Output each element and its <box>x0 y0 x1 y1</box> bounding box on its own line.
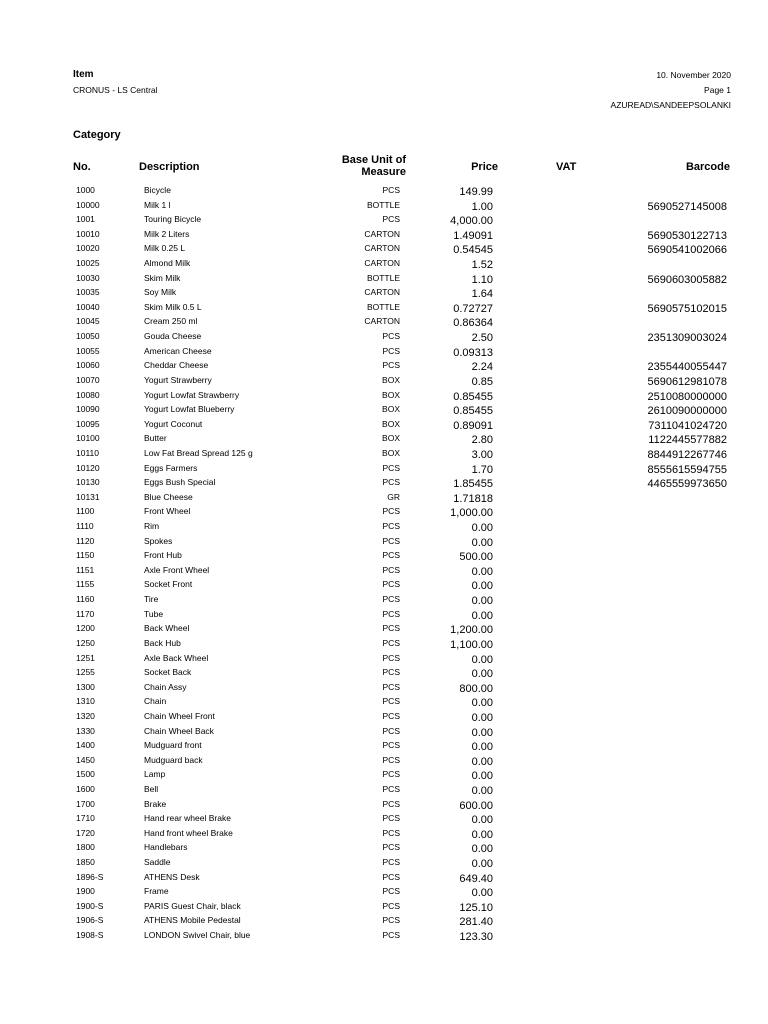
item-barcode: 2610090000000 <box>647 405 727 418</box>
item-description: Touring Bicycle <box>144 214 202 225</box>
item-unit-of-measure: PCS <box>382 900 400 911</box>
item-price: 1.85455 <box>453 478 493 491</box>
item-barcode: 2510080000000 <box>647 390 727 403</box>
column-header-barcode: Barcode <box>685 161 730 173</box>
report-title: Item <box>73 69 94 80</box>
item-price: 0.00 <box>471 565 493 578</box>
item-price: 0.00 <box>471 536 493 549</box>
item-unit-of-measure: BOX <box>382 433 400 444</box>
table-row <box>0 709 768 724</box>
category-label: Category <box>73 129 121 141</box>
table-row <box>0 475 768 490</box>
item-no: 10110 <box>76 447 100 458</box>
table-row <box>0 504 768 519</box>
item-price: 0.89091 <box>453 419 493 432</box>
item-no: 10055 <box>76 345 100 356</box>
table-row <box>0 840 768 855</box>
item-price: 0.00 <box>471 609 493 622</box>
item-price: 3.00 <box>471 448 493 461</box>
item-description: Lamp <box>144 769 166 780</box>
item-barcode: 8844912267746 <box>647 448 727 461</box>
item-unit-of-measure: PCS <box>382 214 400 225</box>
item-no: 1200 <box>76 623 95 634</box>
table-row <box>0 256 768 271</box>
item-unit-of-measure: PCS <box>382 345 400 356</box>
item-barcode: 5690530122713 <box>647 229 727 242</box>
item-price: 2.50 <box>471 332 493 345</box>
table-row <box>0 417 768 432</box>
item-description: Saddle <box>144 857 171 868</box>
item-table <box>0 183 768 943</box>
item-no: 1500 <box>76 769 95 780</box>
item-price: 0.85 <box>471 375 493 388</box>
table-row <box>0 563 768 578</box>
item-no: 1150 <box>76 550 95 561</box>
table-row <box>0 300 768 315</box>
item-barcode: 7311041024720 <box>648 419 727 432</box>
item-description: Mudguard front <box>144 740 202 751</box>
item-price: 1.00 <box>471 200 493 213</box>
item-barcode: 5690527145008 <box>647 200 727 213</box>
item-unit-of-measure: CARTON <box>364 243 400 254</box>
table-row <box>0 534 768 549</box>
item-unit-of-measure: PCS <box>382 754 400 765</box>
item-price: 0.00 <box>471 580 493 593</box>
item-price: 0.00 <box>471 770 493 783</box>
item-unit-of-measure: PCS <box>382 667 400 678</box>
item-unit-of-measure: PCS <box>382 185 400 195</box>
table-row <box>0 811 768 826</box>
item-no: 1850 <box>76 857 95 868</box>
table-row <box>0 826 768 841</box>
item-no: 1310 <box>76 696 95 707</box>
table-row <box>0 592 768 607</box>
table-row <box>0 329 768 344</box>
column-header-uom-line2: Measure <box>361 166 406 178</box>
item-description: Almond Milk <box>144 258 191 269</box>
item-no: 1896-S <box>76 871 104 882</box>
item-unit-of-measure: PCS <box>382 725 400 736</box>
item-price: 0.00 <box>471 711 493 724</box>
item-barcode: 1122445577882 <box>648 434 727 447</box>
table-row <box>0 212 768 227</box>
item-unit-of-measure: PCS <box>382 769 400 780</box>
table-row <box>0 621 768 636</box>
item-price: 0.00 <box>471 668 493 681</box>
item-no: 1160 <box>76 594 95 605</box>
table-row <box>0 446 768 461</box>
item-unit-of-measure: BOTTLE <box>366 272 400 283</box>
item-no: 10120 <box>76 462 100 473</box>
column-header-description: Description <box>139 161 200 173</box>
item-no: 1600 <box>76 783 95 794</box>
item-unit-of-measure: PCS <box>382 871 400 882</box>
item-unit-of-measure: BOTTLE <box>366 199 400 210</box>
column-header-price: Price <box>471 161 498 173</box>
item-price: 1.70 <box>471 463 493 476</box>
table-row <box>0 855 768 870</box>
item-unit-of-measure: PCS <box>382 798 400 809</box>
item-no: 1255 <box>76 667 95 678</box>
item-description: Bicycle <box>144 185 171 195</box>
item-no: 1000 <box>76 185 95 195</box>
item-unit-of-measure: PCS <box>382 506 400 517</box>
item-unit-of-measure: PCS <box>382 813 400 824</box>
item-barcode: 5690603005882 <box>647 273 727 286</box>
item-no: 1151 <box>76 564 95 575</box>
item-unit-of-measure: PCS <box>382 842 400 853</box>
item-unit-of-measure: BOX <box>382 404 400 415</box>
table-row <box>0 680 768 695</box>
item-unit-of-measure: CARTON <box>364 287 400 298</box>
table-row <box>0 344 768 359</box>
item-description: Skim Milk <box>144 272 181 283</box>
table-row <box>0 519 768 534</box>
item-no: 1900-S <box>76 900 104 911</box>
item-price: 0.72727 <box>453 302 493 315</box>
item-no: 1170 <box>76 608 95 619</box>
table-row <box>0 913 768 928</box>
item-price: 2.80 <box>471 434 493 447</box>
table-row <box>0 431 768 446</box>
column-header-base-unit-of-measure <box>320 154 406 178</box>
item-description: Milk 2 Liters <box>144 228 190 239</box>
item-unit-of-measure: PCS <box>382 681 400 692</box>
item-unit-of-measure: BOX <box>382 418 400 429</box>
item-description: Socket Front <box>144 579 193 590</box>
item-no: 10020 <box>76 243 100 254</box>
item-no: 10025 <box>76 258 100 269</box>
item-no: 10010 <box>76 228 100 239</box>
item-description: Eggs Bush Special <box>144 477 216 488</box>
item-price: 281.40 <box>459 916 493 929</box>
item-unit-of-measure: PCS <box>382 477 400 488</box>
report-date: 10. November 2020 <box>656 70 731 80</box>
item-description: Yogurt Coconut <box>144 418 203 429</box>
item-barcode: 5690541002066 <box>647 244 727 257</box>
item-description: Handlebars <box>144 842 188 853</box>
item-no: 10095 <box>76 418 100 429</box>
item-price: 1.52 <box>471 259 493 272</box>
table-row <box>0 198 768 213</box>
table-row <box>0 651 768 666</box>
item-no: 10131 <box>76 491 100 502</box>
table-row <box>0 577 768 592</box>
item-description: Blue Cheese <box>144 491 193 502</box>
item-no: 1251 <box>76 652 95 663</box>
item-price: 4,000.00 <box>450 215 493 228</box>
item-description: Hand rear wheel Brake <box>144 813 231 824</box>
table-row <box>0 884 768 899</box>
item-price: 0.09313 <box>453 346 493 359</box>
item-barcode: 5690575102015 <box>647 302 727 315</box>
item-description: Cream 250 ml <box>144 316 198 327</box>
item-description: Gouda Cheese <box>144 331 202 342</box>
item-unit-of-measure: PCS <box>382 930 400 941</box>
item-unit-of-measure: GR <box>387 491 400 502</box>
item-price: 0.85455 <box>453 405 493 418</box>
item-description: Chain Wheel Front <box>144 710 215 721</box>
item-unit-of-measure: BOX <box>382 447 400 458</box>
item-no: 1906-S <box>76 915 104 926</box>
item-description: Hand front wheel Brake <box>144 827 233 838</box>
table-row <box>0 724 768 739</box>
item-unit-of-measure: BOTTLE <box>366 301 400 312</box>
item-description: Eggs Farmers <box>144 462 198 473</box>
item-description: Back Wheel <box>144 623 190 634</box>
item-no: 1710 <box>76 813 95 824</box>
table-row <box>0 373 768 388</box>
table-row <box>0 607 768 622</box>
item-description: Low Fat Bread Spread 125 g <box>144 447 253 458</box>
item-description: Frame <box>144 886 169 897</box>
item-no: 10050 <box>76 331 100 342</box>
item-no: 1720 <box>76 827 95 838</box>
column-header-uom-line1: Base Unit of <box>341 154 406 166</box>
table-row <box>0 241 768 256</box>
table-row <box>0 402 768 417</box>
item-barcode: 4465559973650 <box>647 478 727 491</box>
item-no: 1400 <box>76 740 95 751</box>
table-row <box>0 928 768 943</box>
item-price: 123.30 <box>459 931 493 944</box>
table-row <box>0 548 768 563</box>
item-unit-of-measure: PCS <box>382 608 400 619</box>
item-no: 1155 <box>76 579 95 590</box>
table-row <box>0 665 768 680</box>
item-price: 1,100.00 <box>450 638 493 651</box>
item-no: 1250 <box>76 637 95 648</box>
item-no: 1800 <box>76 842 95 853</box>
item-description: Rim <box>144 521 160 532</box>
item-description: Brake <box>144 798 167 809</box>
item-price: 600.00 <box>459 799 493 812</box>
item-description: Chain Assy <box>144 681 187 692</box>
item-no: 1908-S <box>76 930 104 941</box>
item-price: 1.49091 <box>453 229 493 242</box>
item-description: Soy Milk <box>144 287 177 298</box>
item-unit-of-measure: PCS <box>382 710 400 721</box>
item-description: Mudguard back <box>144 754 203 765</box>
item-description: Back Hub <box>144 637 181 648</box>
item-no: 10060 <box>76 360 100 371</box>
table-row <box>0 271 768 286</box>
item-price: 0.00 <box>471 522 493 535</box>
item-description: Chain <box>144 696 167 707</box>
table-row <box>0 227 768 242</box>
item-description: LONDON Swivel Chair, blue <box>144 930 251 941</box>
item-unit-of-measure: CARTON <box>364 258 400 269</box>
page-number: Page 1 <box>704 85 731 95</box>
table-row <box>0 314 768 329</box>
item-price: 0.00 <box>471 653 493 666</box>
item-description: Front Wheel <box>144 506 191 517</box>
item-description: Yogurt Lowfat Blueberry <box>144 404 235 415</box>
item-description: ATHENS Mobile Pedestal <box>144 915 241 926</box>
item-description: Milk 0.25 L <box>144 243 186 254</box>
item-description: PARIS Guest Chair, black <box>144 900 241 911</box>
item-no: 10080 <box>76 389 100 400</box>
item-price: 0.00 <box>471 595 493 608</box>
item-description: Axle Back Wheel <box>144 652 209 663</box>
item-barcode: 8555615594755 <box>647 463 727 476</box>
item-price: 0.00 <box>471 828 493 841</box>
item-barcode: 5690612981078 <box>647 375 727 388</box>
item-no: 10040 <box>76 301 100 312</box>
item-description: Tire <box>144 594 159 605</box>
company-name: CRONUS - LS Central <box>73 85 158 95</box>
item-unit-of-measure: PCS <box>382 594 400 605</box>
table-row <box>0 870 768 885</box>
item-unit-of-measure: PCS <box>382 331 400 342</box>
item-description: Tube <box>144 608 164 619</box>
item-price: 0.00 <box>471 755 493 768</box>
item-unit-of-measure: CARTON <box>364 228 400 239</box>
item-price: 0.86364 <box>453 317 493 330</box>
table-row <box>0 183 768 198</box>
item-no: 1110 <box>76 521 94 532</box>
item-description: Yogurt Strawberry <box>144 374 212 385</box>
column-header-no: No. <box>73 161 91 173</box>
table-row <box>0 694 768 709</box>
item-description: Cheddar Cheese <box>144 360 209 371</box>
item-price: 500.00 <box>459 551 493 564</box>
item-unit-of-measure: BOX <box>382 389 400 400</box>
item-description: Milk 1 l <box>144 199 171 210</box>
item-no: 10035 <box>76 287 100 298</box>
item-no: 10070 <box>76 374 100 385</box>
item-price: 1.64 <box>471 288 493 301</box>
item-unit-of-measure: PCS <box>382 637 400 648</box>
item-price: 0.00 <box>471 843 493 856</box>
item-price: 0.85455 <box>453 390 493 403</box>
item-unit-of-measure: PCS <box>382 535 400 546</box>
item-price: 1,000.00 <box>450 507 493 520</box>
item-price: 0.00 <box>471 784 493 797</box>
item-price: 1,200.00 <box>450 624 493 637</box>
item-no: 1001 <box>76 214 95 225</box>
item-unit-of-measure: PCS <box>382 827 400 838</box>
item-description: American Cheese <box>144 345 212 356</box>
item-description: Axle Front Wheel <box>144 564 210 575</box>
table-row <box>0 388 768 403</box>
item-barcode: 2355440055447 <box>647 361 727 374</box>
item-no: 10130 <box>76 477 100 488</box>
item-no: 10100 <box>76 433 100 444</box>
item-no: 1330 <box>76 725 95 736</box>
item-unit-of-measure: CARTON <box>364 316 400 327</box>
item-price: 0.00 <box>471 726 493 739</box>
table-row <box>0 358 768 373</box>
item-price: 0.00 <box>471 887 493 900</box>
item-price: 125.10 <box>459 901 493 914</box>
item-unit-of-measure: PCS <box>382 886 400 897</box>
item-no: 1100 <box>76 506 95 517</box>
item-unit-of-measure: PCS <box>382 857 400 868</box>
table-row <box>0 899 768 914</box>
item-description: Bell <box>144 783 159 794</box>
item-price: 0.54545 <box>453 244 493 257</box>
item-barcode: 2351309003024 <box>647 332 727 345</box>
user-id: AZUREAD\SANDEEPSOLANKI <box>610 100 731 110</box>
item-no: 10090 <box>76 404 100 415</box>
item-unit-of-measure: PCS <box>382 740 400 751</box>
item-description: Chain Wheel Back <box>144 725 214 736</box>
item-no: 1700 <box>76 798 95 809</box>
item-price: 0.00 <box>471 741 493 754</box>
item-price: 649.40 <box>459 872 493 885</box>
item-unit-of-measure: BOX <box>382 374 400 385</box>
item-no: 10045 <box>76 316 100 327</box>
table-row <box>0 753 768 768</box>
table-row <box>0 797 768 812</box>
item-unit-of-measure: PCS <box>382 623 400 634</box>
item-no: 10030 <box>76 272 100 283</box>
item-description: Butter <box>144 433 167 444</box>
table-row <box>0 738 768 753</box>
item-unit-of-measure: PCS <box>382 696 400 707</box>
item-price: 1.10 <box>471 273 493 286</box>
item-description: Socket Back <box>144 667 192 678</box>
item-description: Skim Milk 0.5 L <box>144 301 202 312</box>
item-no: 1900 <box>76 886 95 897</box>
item-unit-of-measure: PCS <box>382 783 400 794</box>
item-price: 2.24 <box>471 361 493 374</box>
table-row <box>0 461 768 476</box>
item-price: 0.00 <box>471 858 493 871</box>
table-row <box>0 782 768 797</box>
item-price: 149.99 <box>459 186 493 198</box>
item-description: Front Hub <box>144 550 182 561</box>
table-row <box>0 285 768 300</box>
column-header-vat: VAT <box>556 161 577 173</box>
item-unit-of-measure: PCS <box>382 360 400 371</box>
item-price: 1.71818 <box>453 492 493 505</box>
item-description: ATHENS Desk <box>144 871 200 882</box>
item-price: 0.00 <box>471 697 493 710</box>
item-price: 800.00 <box>459 682 493 695</box>
item-unit-of-measure: PCS <box>382 652 400 663</box>
item-no: 1450 <box>76 754 95 765</box>
item-no: 1120 <box>76 535 95 546</box>
item-no: 10000 <box>76 199 100 210</box>
item-unit-of-measure: PCS <box>382 550 400 561</box>
item-unit-of-measure: PCS <box>382 579 400 590</box>
table-row <box>0 767 768 782</box>
item-unit-of-measure: PCS <box>382 915 400 926</box>
item-unit-of-measure: PCS <box>382 564 400 575</box>
item-price: 0.00 <box>471 814 493 827</box>
item-no: 1320 <box>76 710 95 721</box>
table-row <box>0 636 768 651</box>
item-unit-of-measure: PCS <box>382 521 400 532</box>
item-no: 1300 <box>76 681 95 692</box>
item-description: Spokes <box>144 535 173 546</box>
item-unit-of-measure: PCS <box>382 462 400 473</box>
item-description: Yogurt Lowfat Strawberry <box>144 389 240 400</box>
table-row <box>0 490 768 505</box>
